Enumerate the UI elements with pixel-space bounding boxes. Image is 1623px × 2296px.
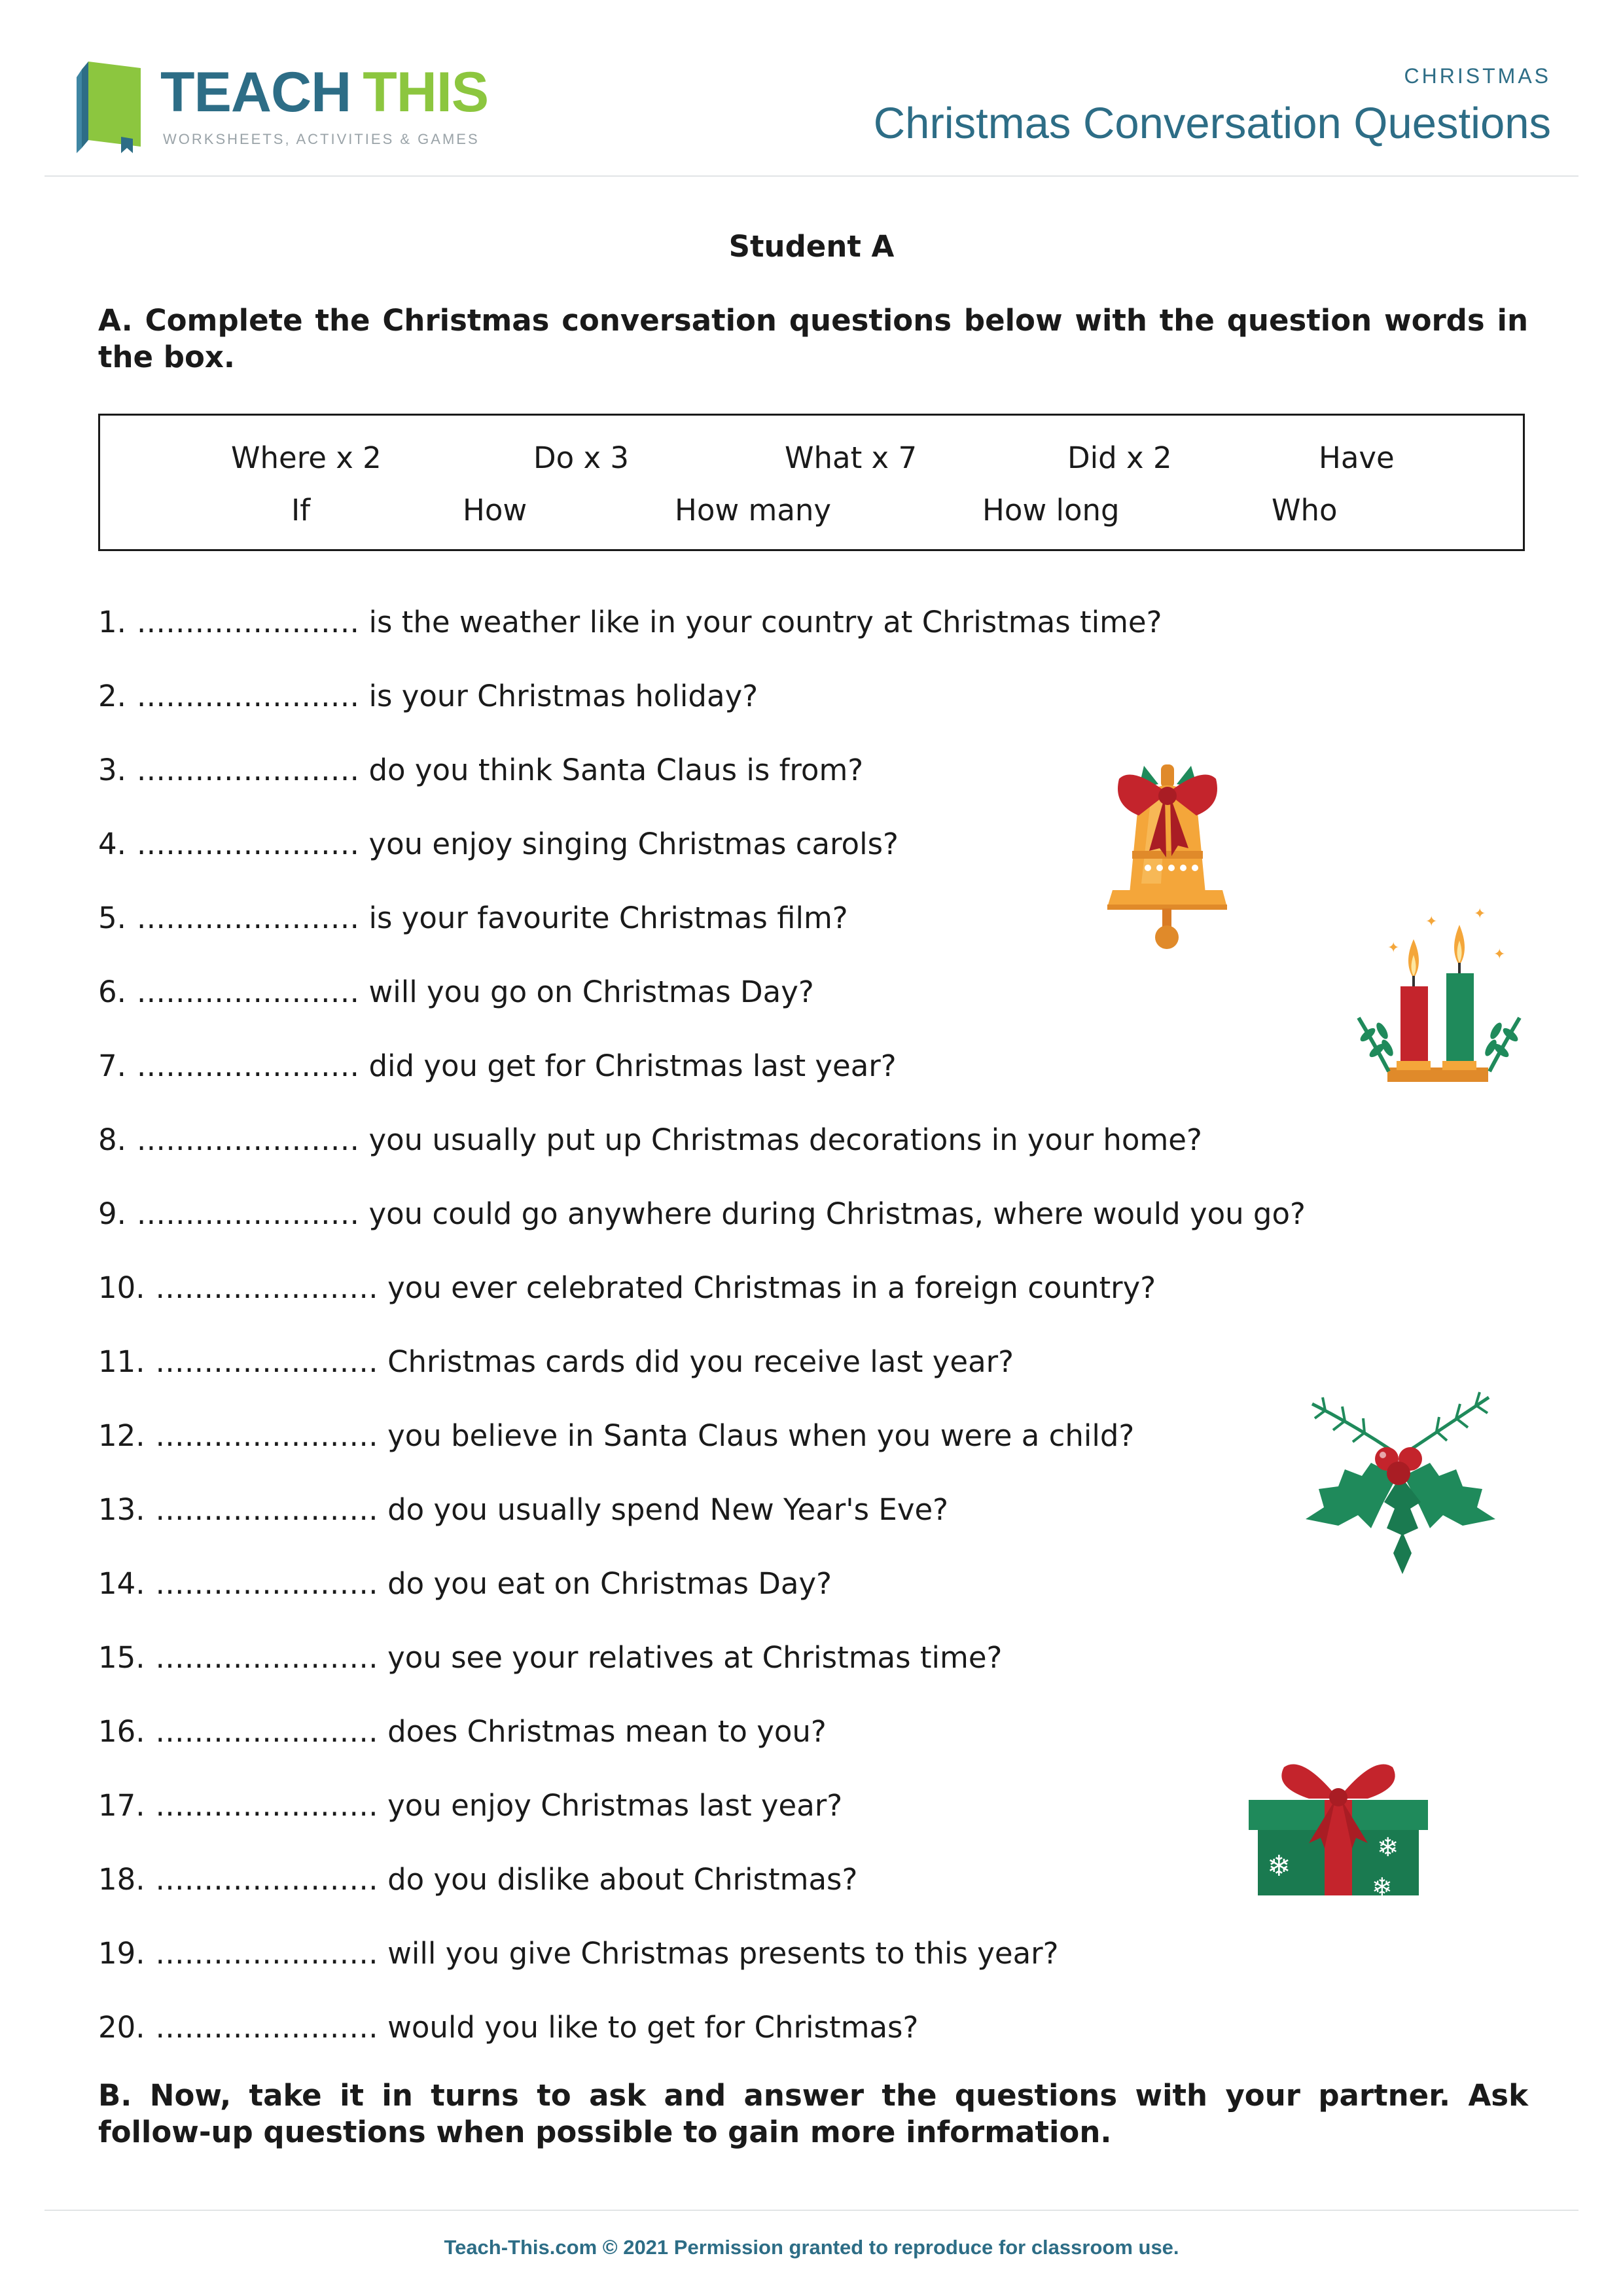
footer-copyright: Teach-This.com © 2021 Permission granted to reproduce for classroom use. xyxy=(444,2236,1179,2259)
student-label: Student A xyxy=(728,229,895,264)
question-item: 10. ....................... you ever celebrated Christmas in a foreign country? xyxy=(98,1270,1156,1305)
word-box xyxy=(98,414,1525,551)
logo xyxy=(75,52,494,157)
question-item: 13. ....................... do you usually spend New Year's Eve? xyxy=(98,1492,949,1527)
word-box-item: How long xyxy=(982,493,1120,528)
svg-text:✦: ✦ xyxy=(1474,906,1486,922)
logo-tagline: WORKSHEETS, ACTIVITIES & GAMES xyxy=(163,131,480,147)
question-item: 6. ....................... will you go on Christmas Day? xyxy=(98,975,814,1009)
holly-icon xyxy=(1299,1378,1502,1581)
question-item: 1. ....................... is the weather like in your country at Christmas time? xyxy=(98,605,1162,639)
gift-icon xyxy=(1243,1728,1433,1898)
question-item: 19. ....................... will you give Christmas presents to this year? xyxy=(98,1936,1059,1971)
question-item: 3. ....................... do you think Santa Claus is from? xyxy=(98,753,864,787)
candles-icon xyxy=(1348,900,1531,1103)
question-item: 16. ....................... does Christmas mean to you? xyxy=(98,1714,827,1749)
word-box-item: How many xyxy=(675,493,832,528)
logo-wordmark: TEACH THIS xyxy=(160,61,489,124)
question-item: 18. ....................... do you dislike about Christmas? xyxy=(98,1862,858,1897)
instruction-a: A. Complete the Christmas conversation questions below with the question words in the box. xyxy=(98,303,1528,374)
bell-icon xyxy=(1093,753,1250,956)
question-item: 9. ....................... you could go anywhere during Christmas, where would you go? xyxy=(98,1196,1306,1231)
header-divider xyxy=(45,175,1578,177)
question-item: 14. ....................... do you eat on Christmas Day? xyxy=(98,1566,832,1601)
question-item: 2. ....................... is your Christmas holiday? xyxy=(98,679,758,713)
question-item: 4. ....................... you enjoy singing Christmas carols? xyxy=(98,827,899,861)
word-box-item: If xyxy=(291,493,311,528)
word-box-item: Have xyxy=(1319,440,1395,475)
book-logo-icon xyxy=(75,55,154,153)
question-item: 5. ....................... is your favourite Christmas film? xyxy=(98,901,848,935)
svg-text:❄: ❄ xyxy=(1372,1873,1393,1898)
word-box-item: Do x 3 xyxy=(533,440,630,475)
word-box-item: How xyxy=(463,493,527,528)
question-item: 20. ....................... would you like to get for Christmas? xyxy=(98,2010,919,2045)
question-item: 12. ....................... you believe in Santa Claus when you were a child? xyxy=(98,1418,1135,1453)
topic-label: CHRISTMAS xyxy=(1404,64,1551,88)
instruction-b: B. Now, take it in turns to ask and answer the questions with your partner. Ask follow-up questions when possible to gain more information. xyxy=(98,2078,1528,2149)
question-item: 7. ....................... did you get for Christmas last year? xyxy=(98,1049,897,1083)
question-item: 15. ....................... you see your relatives at Christmas time? xyxy=(98,1640,1003,1675)
page-title: Christmas Conversation Questions xyxy=(873,99,1551,148)
svg-text:✦: ✦ xyxy=(1387,940,1400,956)
word-box-item: Where x 2 xyxy=(231,440,382,475)
svg-text:❄: ❄ xyxy=(1377,1833,1399,1863)
svg-text:✦: ✦ xyxy=(1425,914,1438,930)
question-item: 8. ....................... you usually put up Christmas decorations in your home? xyxy=(98,1122,1202,1157)
footer-divider xyxy=(45,2210,1578,2211)
svg-text:✦: ✦ xyxy=(1493,946,1506,963)
word-box-item: Who xyxy=(1272,493,1338,528)
question-item: 11. ....................... Christmas cards did you receive last year? xyxy=(98,1344,1014,1379)
word-box-item: Did x 2 xyxy=(1067,440,1172,475)
word-box-item: What x 7 xyxy=(785,440,918,475)
question-item: 17. ....................... you enjoy Christmas last year? xyxy=(98,1788,843,1823)
svg-text:❄: ❄ xyxy=(1267,1850,1291,1883)
